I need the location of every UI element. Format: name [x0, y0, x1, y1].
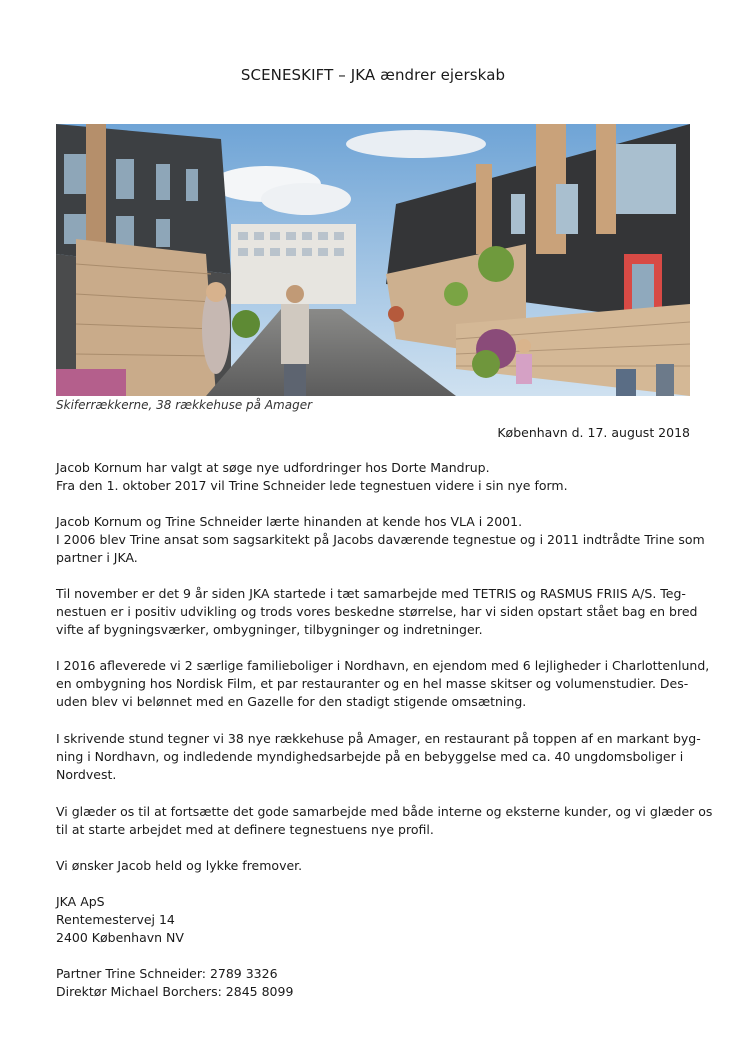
paragraph-6	[56, 803, 713, 839]
paragraph-7	[56, 857, 696, 875]
text-line: Direktør Michael Borchers: 2845 8099	[56, 984, 294, 999]
image-caption: Skiferrækkerne, 38 rækkehuse på Amager	[56, 398, 313, 412]
text-line: Jacob Kornum og Trine Schneider lærte hinanden at kende hos VLA i 2001.	[56, 514, 523, 529]
text-line: JKA ApS	[56, 894, 105, 909]
text-line: uden blev vi belønnet med en Gazelle for den stadigt stigende omsætning.	[56, 694, 527, 709]
text-line: Til november er det 9 år siden JKA startede i tæt samarbejde med TETRIS og RASMUS FRIIS A/S. Teg-	[56, 586, 686, 601]
text-line: en ombygning hos Nordisk Film, et par restauranter og en hel masse skitser og volumenstudier. Des-	[56, 676, 689, 691]
text-line: partner i JKA.	[56, 550, 138, 565]
text-line: Rentemestervej 14	[56, 912, 175, 927]
paragraph-5	[56, 730, 701, 784]
paragraph-3	[56, 585, 696, 639]
dateline: København d. 17. august 2018	[497, 425, 690, 440]
text-line: til at starte arbejdet med at definere tegnestuens nye profil.	[56, 822, 434, 837]
text-line: Nordvest.	[56, 767, 117, 782]
page-title: SCENESKIFT – JKA ændrer ejerskab	[240, 66, 506, 84]
text-line: I 2006 blev Trine ansat som sagsarkitekt på Jacobs daværende tegnestue og i 2011 indtrådte Trine som	[56, 532, 705, 547]
contact-info	[56, 965, 696, 1001]
text-line: ning i Nordhavn, og indledende myndighedsarbejde på en bebyggelse med ca. 40 ungdomsboliger i	[56, 749, 684, 764]
paragraph-1	[56, 459, 696, 495]
text-line: I skrivende stund tegner vi 38 nye rækkehuse på Amager, en restaurant på toppen af en markant byg-	[56, 731, 701, 746]
text-line: I 2016 afleverede vi 2 særlige familieboliger i Nordhavn, en ejendom med 6 lejligheder i Charlottenlund,	[56, 658, 710, 673]
text-line: vifte af bygningsværker, ombygninger, tilbygninger og indretninger.	[56, 622, 483, 637]
text-line: Jacob Kornum har valgt at søge nye udfordringer hos Dorte Mandrup.	[56, 460, 490, 475]
text-line: Fra den 1. oktober 2017 vil Trine Schneider lede tegnestuen videre i sin nye form.	[56, 478, 568, 493]
text-line: Vi ønsker Jacob held og lykke fremover.	[56, 858, 303, 873]
text-line: Vi glæder os til at fortsætte det gode samarbejde med både interne og eksterne kunder, og vi glæder os	[56, 804, 713, 819]
paragraph-4	[56, 657, 710, 711]
company-address	[56, 893, 696, 947]
hero-image	[56, 124, 690, 396]
text-line: Partner Trine Schneider: 2789 3326	[56, 966, 278, 981]
text-line: nestuen er i positiv udvikling og trods vores beskedne størrelse, har vi siden opstart stået bag en bred	[56, 604, 698, 619]
text-line: 2400 København NV	[56, 930, 184, 945]
paragraph-2	[56, 513, 705, 567]
